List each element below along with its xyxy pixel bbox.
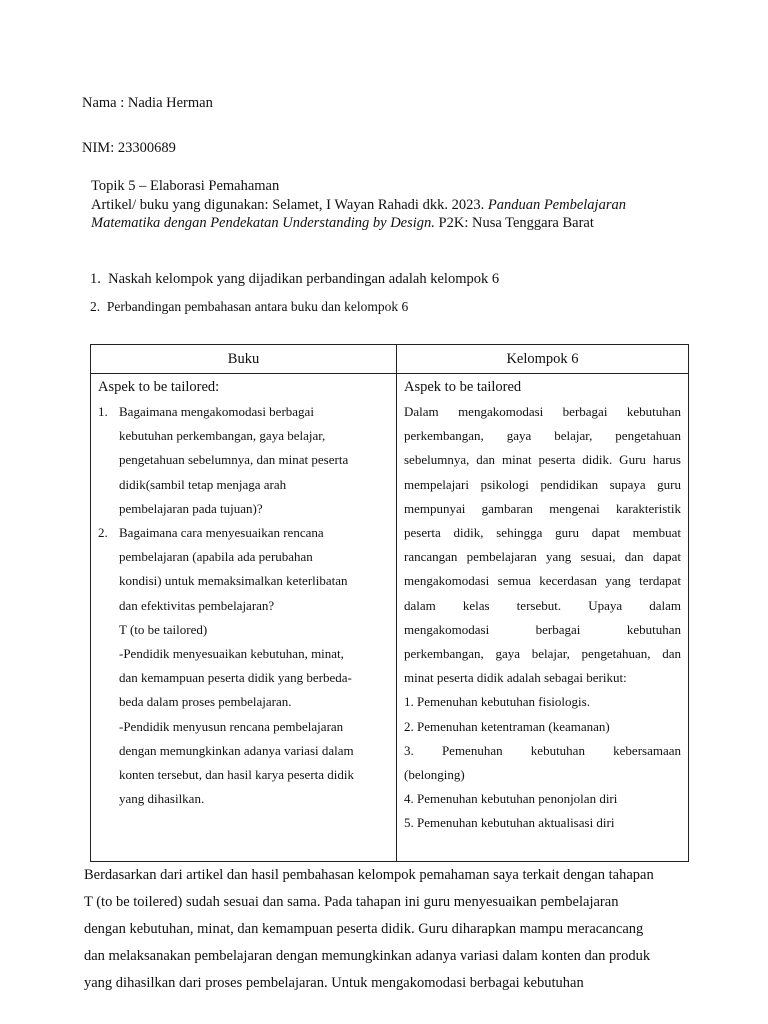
conclusion-paragraph [84,862,684,997]
conclusion-line: yang dihasilkan dari proses pembelajaran. Untuk mengakomodasi berbagai kebutuhan [84,975,584,991]
buku-question-1-num: 1. [98,404,108,419]
buku-q2-line: kondisi) untuk memaksimalkan keterlibatan [119,573,348,589]
buku-q1-line: kebutuhan perkembangan, gaya belajar, [119,428,326,444]
kelompok-line: mengakomodasi semua kecerdasan yang terdapat [404,573,681,589]
kelompok-line: Dalam mengakomodasi berbagai kebutuhan [404,404,681,419]
numbered-item-2-num: 2. [90,299,101,314]
conclusion-line: Berdasarkan dari artikel dan hasil pembahasan kelompok pemahaman saya terkait dengan tahapan [84,867,654,883]
header-buku: Buku [91,345,397,374]
kelompok-line: mengakomodasi berbagai kebutuhan [404,621,681,637]
table-content-row [91,374,689,862]
buku-q2-line: dan efektivitas pembelajaran? [119,597,275,613]
student-nim: NIM: 23300689 [82,140,176,156]
kelompok-needs-list [404,690,681,835]
buku-q2-line: pembelajaran (apabila ada perubahan [119,549,313,565]
kelompok-line: mempelajari psikologi pendidikan supaya guru [404,476,681,492]
buku-note-line: dengan memungkinkan adanya variasi dalam [119,742,354,758]
numbered-item-1-num: 1. [90,271,101,287]
kelompok-need-item: 4. Pemenuhan kebutuhan penonjolan diri [404,791,618,807]
buku-q2-line: Bagaimana cara menyesuaikan rencana [119,525,324,541]
topic-title: Topik 5 – Elaborasi Pemahaman [91,178,280,194]
article-reference-line-1 [91,196,626,214]
buku-note-line: yang dihasilkan. [119,791,205,807]
buku-cell [91,374,397,862]
numbered-item-1 [90,270,499,288]
buku-note-line: -Pendidik menyusun rencana pembelajaran [119,718,344,734]
kelompok-need-item: 2. Pemenuhan ketentraman (keamanan) [404,718,610,734]
buku-question-1 [98,400,388,521]
numbered-item-2 [90,298,408,316]
buku-q1-line: Bagaimana mengakomodasi berbagai [119,404,314,419]
article-reference-line-2 [91,214,594,232]
kelompok-line: sebelumnya, dan minat peserta didik. Guru harus [404,452,681,468]
buku-tailored-notes [98,618,388,812]
kelompok-line: minat peserta didik adalah sebagai berikut: [404,670,627,686]
buku-aspect-heading: Aspek to be tailored: [98,379,220,395]
buku-q1-line: didik(sambil tetap menjaga arah [119,476,287,492]
article-suffix: P2K: Nusa Tenggara Barat [434,215,594,231]
student-name: Nama : Nadia Herman [82,95,213,111]
kelompok-cell [397,374,689,862]
buku-question-2-num: 2. [98,525,108,541]
buku-q1-line: pembelajaran pada tujuan)? [119,500,263,516]
kelompok-line: perkembangan, gaya belajar, pengetahuan [404,428,681,444]
kelompok-line: rancangan pembelajaran yang sesuai, dan dapat [404,549,681,565]
buku-question-2 [98,521,388,618]
kelompok-line: peserta didik, sehingga guru dapat membuat [404,525,681,541]
buku-note-line: dan kemampuan peserta didik yang berbeda- [119,670,352,686]
comparison-table [90,344,689,862]
kelompok-need-item: 3. Pemenuhan kebutuhan kebersamaan [404,742,681,758]
conclusion-line: T (to be toilered) sudah sesuai dan sama. Pada tahapan ini guru menyesuaikan pembelajaran [84,894,619,910]
kelompok-line: perkembangan, gaya belajar, pengetahuan, dan [404,646,681,662]
header-kelompok: Kelompok 6 [397,345,689,374]
numbered-item-2-text: Perbandingan pembahasan antara buku dan kelompok 6 [106,299,409,314]
kelompok-aspect-heading: Aspek to be tailored [404,379,522,395]
buku-q1-line: pengetahuan sebelumnya, dan minat peserta [119,452,349,468]
kelompok-line: dalam kelas tersebut. Upaya dalam [404,597,681,613]
buku-note-line: beda dalam proses pembelajaran. [119,694,292,710]
kelompok-need-item: 5. Pemenuhan kebutuhan aktualisasi diri [404,815,615,831]
buku-question-list [98,400,388,618]
table-header-row [91,345,689,374]
buku-note-line: T (to be tailored) [119,621,208,637]
buku-note-line: konten tersebut, dan hasil karya peserta didik [119,767,355,783]
conclusion-line: dengan kebutuhan, minat, dan kemampuan peserta didik. Guru diharapkan mampu meracancang [84,921,644,937]
article-title-part-1: Panduan Pembelajaran [487,197,626,213]
article-prefix: Artikel/ buku yang digunakan: Selamet, I Wayan Rahadi dkk. 2023. [91,197,488,213]
buku-note-line: -Pendidik menyesuaikan kebutuhan, minat, [119,646,344,662]
kelompok-paragraph [404,400,681,690]
numbered-item-1-text: Naskah kelompok yang dijadikan perbandingan adalah kelompok 6 [108,271,500,287]
conclusion-line: dan melaksanakan pembelajaran dengan memungkinkan adanya variasi dalam konten dan produk [84,948,651,964]
kelompok-need-item: 1. Pemenuhan kebutuhan fisiologis. [404,694,590,710]
kelompok-need-item: (belonging) [404,767,465,783]
kelompok-line: mempunyai gambaran mengenai karakteristik [404,500,681,516]
article-title-part-2: Matematika dengan Pendekatan Understanding by Design. [91,215,435,231]
